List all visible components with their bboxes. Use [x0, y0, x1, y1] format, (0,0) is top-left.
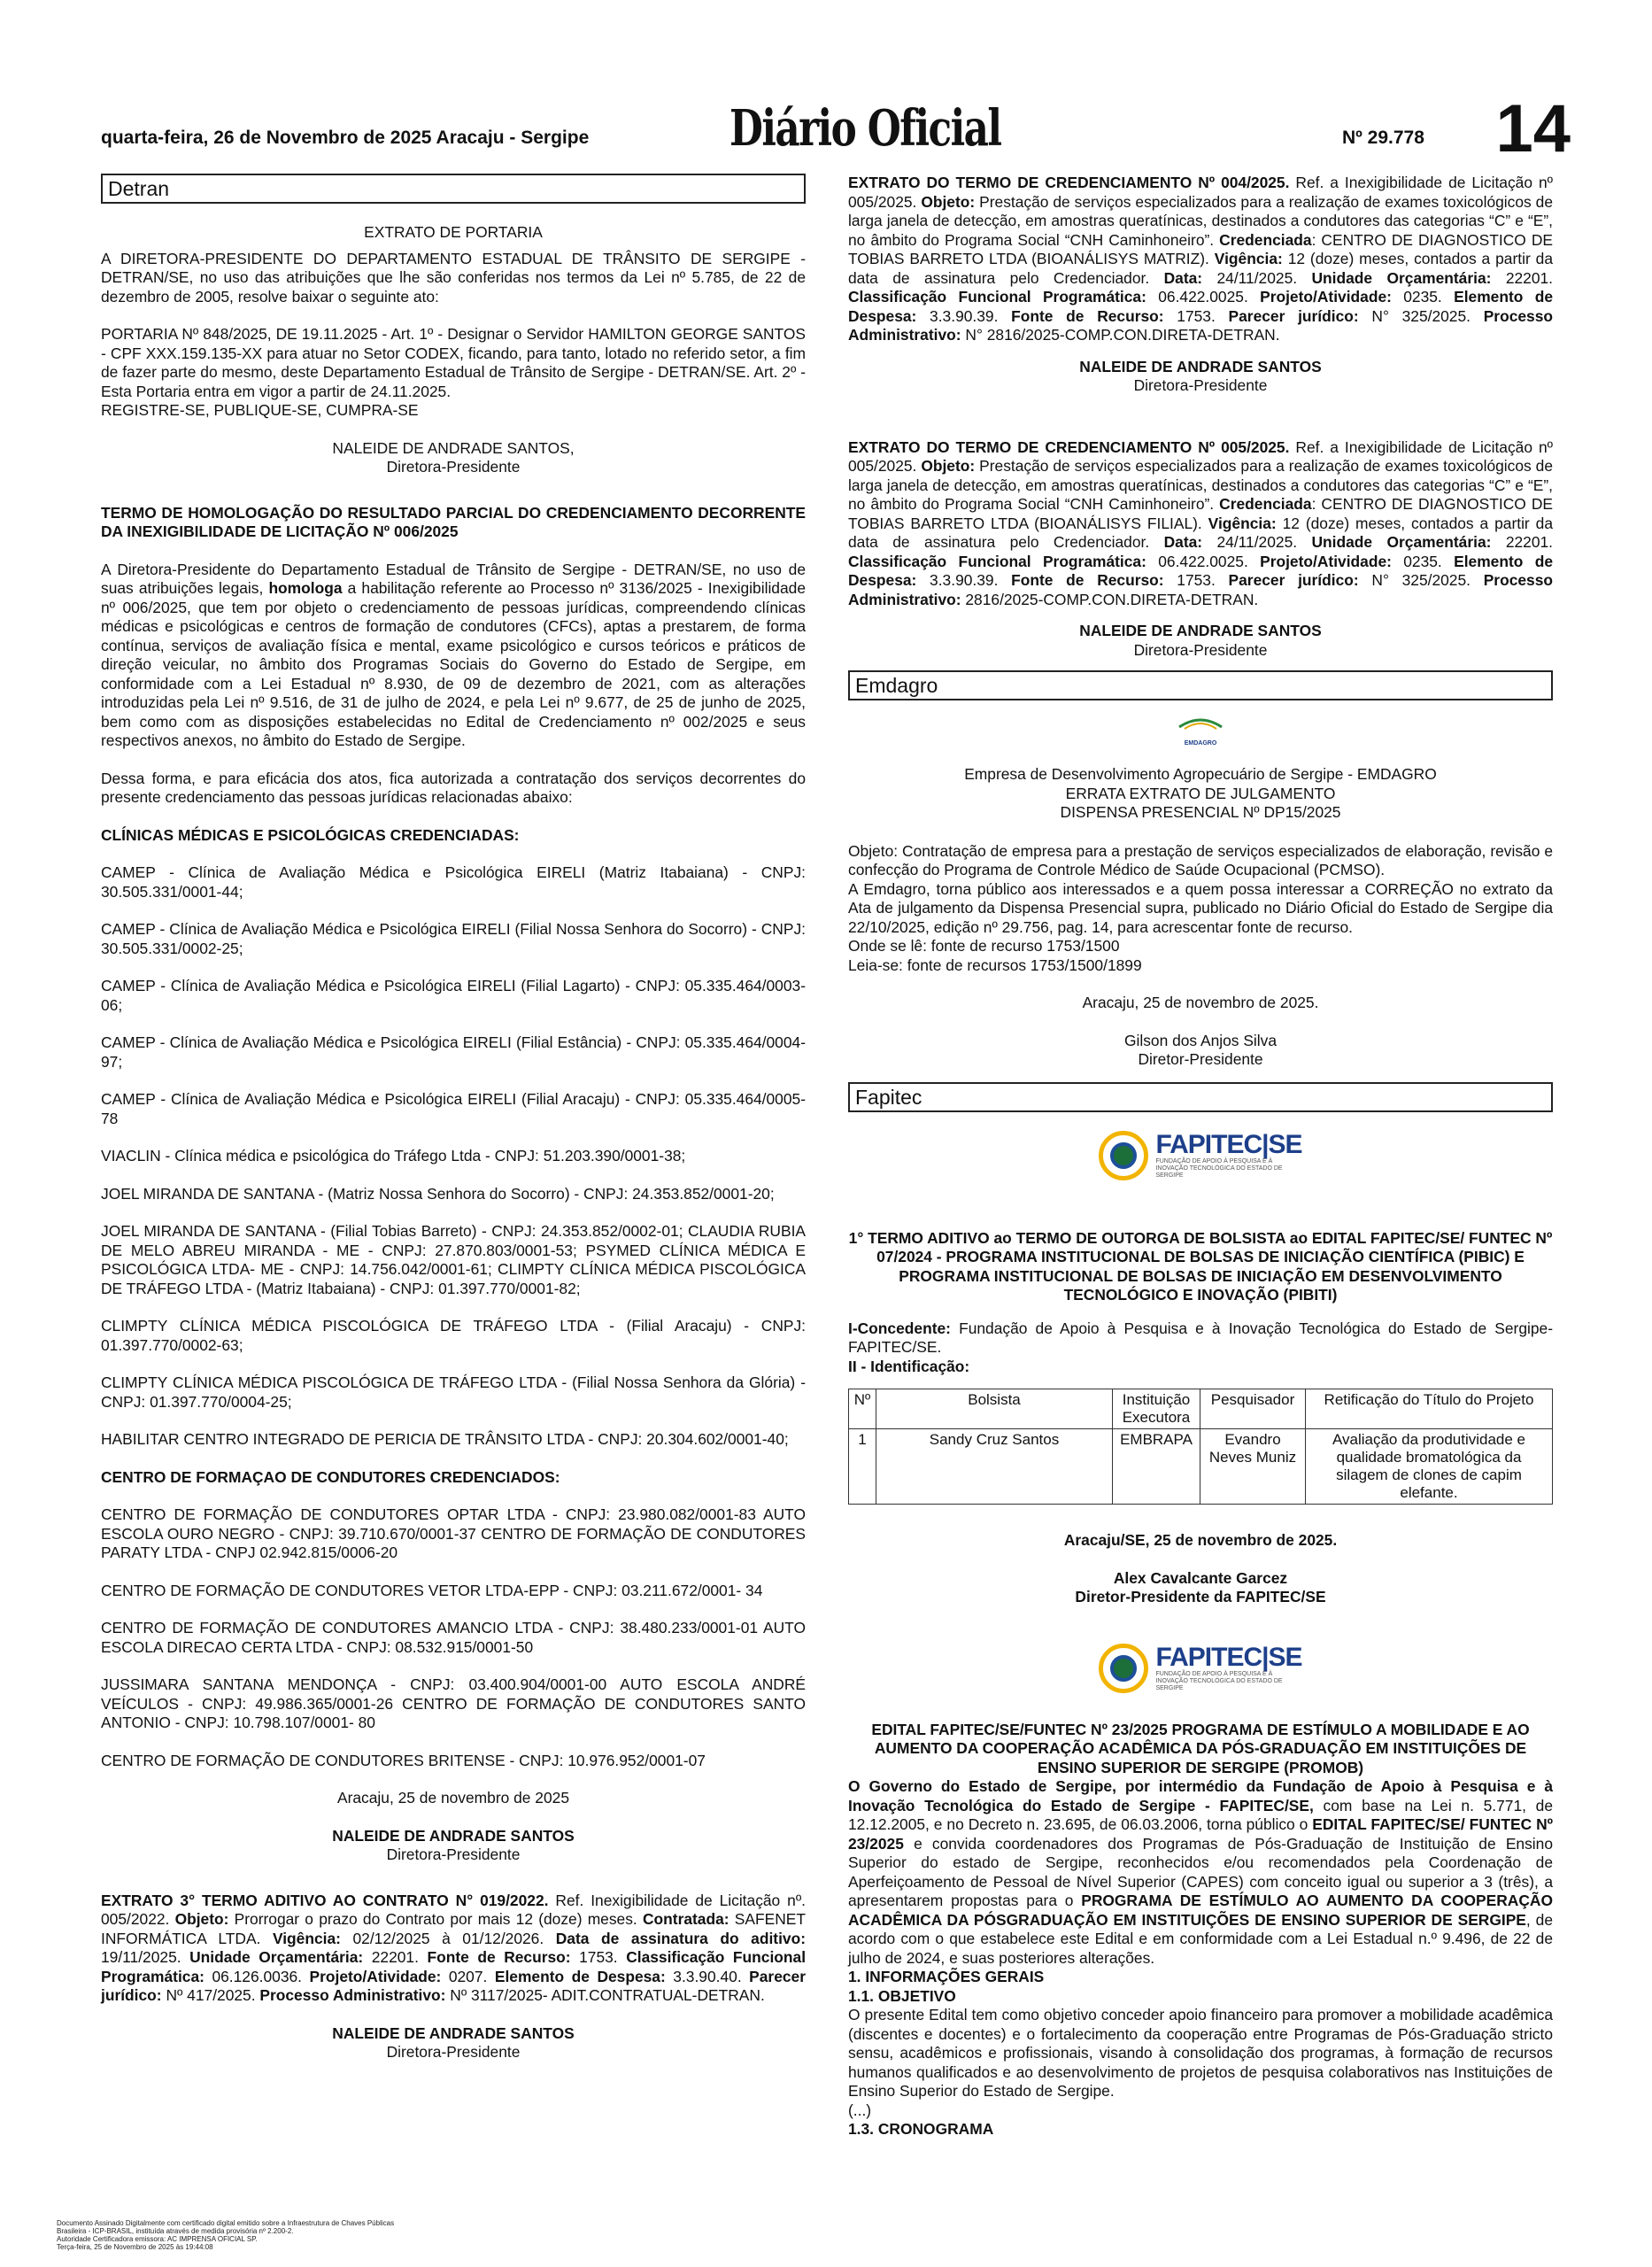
place-date: Aracaju, 25 de novembro de 2025 [336, 1789, 569, 1807]
clinica-entry: VIACLIN - Clínica médica e psicológica do Tráfego Ltda - CNPJ: 51.203.390/0001-38; [101, 1147, 686, 1164]
clinica-entry: CAMEP - Clínica de Avaliação Médica e Psicológica EIRELI (Filial Lagarto) - CNPJ: 05.335.464/0003-06; [101, 977, 806, 1014]
text-run: Ref. a Inexigibilidade de Licitação nº 005/2025. [848, 437, 1553, 475]
text-run-bold: Parecer jurídico: [1228, 571, 1359, 589]
text-run-bold: Contratada: [642, 1910, 730, 1928]
termo-paragraph-1 [101, 561, 806, 751]
portaria-title: EXTRATO DE PORTARIA [364, 223, 543, 241]
bolsista-table [848, 1389, 1553, 1505]
text-run: Prorrogar o prazo do Contrato por mais 12 (doze) meses. [228, 1910, 643, 1928]
text-run-bold: Objeto: [174, 1910, 229, 1928]
text-run: Prestação de serviços especializados para a realização de exames toxicológicos de larga janela de detecção, em amostras queratínicas, destinados a condutores das categorias “C” e “E”, no âmbito do Programa Social “CNH Caminhoneiro”. [848, 192, 1553, 249]
cfc-entry: CENTRO DE FORMAÇÃO DE CONDUTORES AMANCIO LTDA - CNPJ: 38.480.233/0001-01 AUTO ESCOLA DIRECAO CERTA LTDA - CNPJ: 08.532.915/0001-50 [101, 1619, 806, 1656]
clinica-entry: JOEL MIRANDA DE SANTANA - (Matriz Nossa Senhora do Socorro) - CNPJ: 24.353.852/0001-20; [101, 1184, 775, 1203]
fapitec-logo-1 [848, 1121, 1553, 1190]
signature-3 [101, 2024, 806, 2062]
edital-title: EDITAL FAPITEC/SE/FUNTEC Nº 23/2025 PROGRAMA DE ESTÍMULO A MOBILIDADE E AO AUMENTO DA COOPERAÇÃO ACADÊMICA DA PÓS-GRADUAÇÃO EM INSTITUIÇÕES DE ENSINO SUPERIOR DE SERGIPE (PROMOB) [871, 1720, 1530, 1776]
text-run: 3.3.90.39. [916, 306, 1012, 325]
text-run-bold: Fonte de Recurso: [1011, 571, 1164, 589]
cfc-entry: CENTRO DE FORMAÇÃO DE CONDUTORES BRITENSE - CNPJ: 10.976.952/0001-07 [101, 1751, 706, 1769]
text-run: 06.422.0025. [1146, 552, 1261, 570]
text-run: 06.126.0036. [204, 1967, 310, 1985]
text-run: 02/12/2025 à 01/12/2026. [340, 1929, 556, 1947]
text-run: 1753. [1163, 306, 1229, 325]
text-run-bold: Fonte de Recurso: [1011, 306, 1164, 325]
text-run: 19/11/2025. [101, 1948, 190, 1966]
text-run: com base na Lei n. 5.771, de 12.12.2005, e no Decreto n. 23.695, de 06.03.2006, torna público o [848, 1796, 1554, 1833]
text-run: N° 325/2025. [1358, 306, 1484, 325]
signature-fapitec [848, 1569, 1553, 1607]
signature-role: Diretora-Presidente [386, 1845, 521, 1863]
signature-name: NALEIDE DE ANDRADE SANTOS [332, 2023, 575, 2042]
text-run: , de acordo com o que estabelece este Edital e em conformidade com a Lei Estadual n.º 9.496, de 22 de julho de 2024, e suas posteriores alterações. [848, 1910, 1554, 1967]
header-edition-number: Nº 29.778 [1342, 128, 1424, 148]
footer-line: Terça-feira, 25 de Novembro de 2025 às 19:44:08 [57, 2243, 213, 2251]
text-run-bold: Parecer jurídico: [101, 1967, 806, 2004]
right-column [848, 174, 1553, 2139]
clinica-entry: CAMEP - Clínica de Avaliação Médica e Psicológica EIRELI (Filial Nossa Senhora do Socorro) - CNPJ: 30.505.331/0002-25; [101, 920, 806, 957]
heading-informacoes-gerais: 1. INFORMAÇÕES GERAIS [848, 1968, 1045, 1985]
text-run: 06.422.0025. [1146, 288, 1261, 306]
portaria-body: PORTARIA Nº 848/2025, DE 19.11.2025 - Art. 1º - Designar o Servidor HAMILTON GEORGE SANTOS - CPF XXX.159.135-XX para atuar no Setor CODEX, ficando, para tanto, lotado no referido setor, a fim de fazer parte do mesmo, deste Departamento Estadual de Trânsito de Sergipe - DETRAN/SE. Art. 2º - Esta Portaria entra em vigor a partir de 24.11.2025. [101, 325, 806, 400]
text-run-bold: I-Concedente: [848, 1319, 951, 1337]
signature-cred5 [848, 622, 1553, 660]
emdagro-objeto: Objeto: Contratação de empresa para a prestação de serviços especializados de elaboração, revisão e confecção do Programa de Controle Médico de Saúde Ocupacional (PCMSO). [848, 841, 1553, 878]
clinica-entry: JOEL MIRANDA DE SANTANA - (Filial Tobias Barreto) - CNPJ: 24.353.852/0002-01; CLAUDIA RUBIA DE MELO ABREU MIRANDA - ME - CNPJ: 27.870.803/0001-53; PSYMED CLÍNICA MÉDICA E PSICOLÓGICA LTDA- ME - CNPJ: 14.756.042/0001-61; CLIMPTY CLÍNICA MÉDICA PISCOLÓGICA DE TRÁFEGO LTDA - (Matriz Itabaiana) - CNPJ: 01.397.770/0001-82; [101, 1222, 806, 1297]
text-run-bold: Parecer jurídico: [1228, 306, 1359, 325]
clinica-entry: CAMEP - Clínica de Avaliação Médica e Psicológica EIRELI (Matriz Itabaiana) - CNPJ: 30.505.331/0001-44; [101, 863, 806, 901]
emdagro-heading-line: DISPENSA PRESENCIAL Nº DP15/2025 [1060, 803, 1341, 821]
fapitec-identificacao: II - Identificação: [848, 1357, 970, 1375]
table-body [849, 1429, 1553, 1505]
clinica-entry: CLIMPTY CLÍNICA MÉDICA PISCOLÓGICA DE TRÁFEGO LTDA - (Filial Aracaju) - CNPJ: 01.397.770/0002-63; [101, 1317, 806, 1354]
text-run: Prestação de serviços especializados para a realização de exames toxicológicos de larga janela de detecção, em amostras queratínicas, destinados a condutores das categorias “C” e “E”, no âmbito do Programa Social “CNH Caminhoneiro”. [848, 457, 1553, 513]
text-run-bold: EXTRATO DO TERMO DE CREDENCIAMENTO Nº 005/2025. [848, 437, 1290, 456]
fapitec-logo-subtitle: FUNDAÇÃO DE APOIO À PESQUISA E À INOVAÇÃO TECNOLÓGICA DO ESTADO DE SERGIPE [1155, 1157, 1283, 1179]
text-run: : CENTRO DE DIAGNOSTICO DE TOBIAS BARRETO LTDA (BIOANÁLISYS FILIAL). [848, 495, 1553, 532]
emdagro-heading [848, 765, 1553, 823]
cfc-entry: CENTRO DE FORMAÇÃO DE CONDUTORES OPTAR LTDA - CNPJ: 23.980.082/0001-83 AUTO ESCOLA OURO NEGRO - CNPJ: 39.710.670/0001-37 CENTRO DE FORMAÇÃO DE CONDUTORES PARATY LTDA - CNPJ 02.942.815/0006-20 [101, 1505, 806, 1561]
text-run: Ref. a Inexigibilidade de Licitação nº 005/2025. [848, 174, 1553, 211]
emdagro-onde-se-le: Onde se lê: fonte de recurso 1753/1500 [848, 937, 1120, 955]
digital-signature-footer [57, 2219, 517, 2251]
portaria-intro: A DIRETORA-PRESIDENTE DO DEPARTAMENTO ESTADUAL DE TRÂNSITO DE SERGIPE - DETRAN/SE, no uso das atribuições que lhe são conferidas nos termos da Lei nº 5.785, de 22 de dezembro de 2005, resolve baixar o seguinte ato: [101, 249, 806, 306]
fapitec-emblem-icon [1099, 1131, 1148, 1180]
text-run-bold: Processo Administrativo: [259, 1986, 446, 2004]
text-run: 0207. [441, 1967, 495, 1985]
left-column [101, 174, 806, 2082]
text-run-bold: EXTRATO 3° TERMO ADITIVO AO CONTRATO N° 019/2022. [101, 1891, 549, 1909]
portaria-registre: REGISTRE-SE, PUBLIQUE-SE, CUMPRA-SE [101, 401, 419, 419]
text-run-bold: PROGRAMA DE ESTÍMULO AO AUMENTO DA COOPERAÇÃO ACADÊMICA DA PÓSGRADUAÇÃO EM INSTITUIÇÕES DE ENSINO SUPERIOR DE SERGIPE [848, 1892, 1553, 1929]
text-run: SAFENET INFORMÁTICA LTDA. [101, 1910, 806, 1947]
clinica-entry: CAMEP - Clínica de Avaliação Médica e Psicológica EIRELI (Filial Estância) - CNPJ: 05.335.464/0004-97; [101, 1033, 806, 1071]
signature-name: Alex Cavalcante Garcez [1113, 1568, 1288, 1587]
table-header-cell: Instituição Executora [1113, 1389, 1200, 1429]
text-run: Fundação de Apoio à Pesquisa e à Inovação Tecnológica do Estado de Sergipe- FAPITEC/SE. [848, 1319, 1553, 1356]
footer-line: Brasileira - ICP-BRASIL, instituída através de medida provisória nº 2.200-2. [57, 2227, 294, 2235]
clinicas-title: CLÍNICAS MÉDICAS E PSICOLÓGICAS CREDENCIADAS: [101, 825, 520, 844]
emdagro-date: Aracaju, 25 de novembro de 2025. [1082, 994, 1319, 1011]
heading-cronograma: 1.3. CRONOGRAMA [848, 2120, 994, 2138]
signature-role: Diretora-Presidente [1133, 640, 1268, 659]
text-run-bold: Elemento de Despesa: [848, 288, 1554, 325]
section-fapitec: Fapitec [848, 1082, 1553, 1112]
table-header-row [849, 1389, 1553, 1429]
signature-role: Diretor-Presidente [1138, 1050, 1263, 1068]
objetivo-text: O presente Edital tem como objetivo conceder apoio financeiro para promover a mobilidade acadêmica (discentes e docentes) e o fortalecimento da cooperação entre Programas de Pós-Graduação stricto sensu, acadêmicos e profissionais, visando à consolidação dos programas, à formação de recursos humanos qualificados e ao desenvolvimento de projetos de pesquisa colaborativos nas Instituições de Ensino Superior do Estado de Sergipe. [848, 2006, 1553, 2100]
clinicas-list [101, 863, 806, 1450]
fapitec-emblem-icon [1099, 1644, 1148, 1693]
signature-role: Diretor-Presidente da FAPITEC/SE [1075, 1588, 1326, 1605]
emdagro-leia-se: Leia-se: fonte de recursos 1753/1500/1899 [848, 956, 1142, 974]
table-header-cell: Nº [849, 1389, 876, 1429]
text-run: Nº 417/2025. [161, 1986, 260, 2004]
table-header-cell: Pesquisador [1200, 1389, 1306, 1429]
signature-2 [101, 1827, 806, 1865]
text-run-bold: Classificação Funcional Programática: [848, 288, 1146, 306]
text-run-bold: Processo Administrativo: [848, 571, 1554, 608]
header-page-number: 14 [1495, 91, 1571, 166]
fapitec-concedente [848, 1319, 1553, 1358]
text-run-bold: Unidade Orçamentária: [1311, 533, 1492, 551]
fapitec-logo-name: FAPITEC|SE [1155, 1129, 1302, 1159]
text-run: 1753. [570, 1948, 627, 1966]
termo-paragraph-2: Dessa forma, e para eficácia dos atos, fica autorizada a contratação dos serviços decorrentes do presente credenciamento das pessoas jurídicas relacionadas abaixo: [101, 769, 806, 806]
footer-line: Documento Assinado Digitalmente com certificado digital emitido sobre a Infraestrutura de Chaves Públicas [57, 2219, 395, 2227]
text-run-bold: homologa [268, 579, 343, 597]
text-run: 0235. [1391, 552, 1455, 570]
text-run: 24/11/2025. [1202, 533, 1312, 551]
table-cell: Sandy Cruz Santos [876, 1429, 1113, 1505]
text-run: 1753. [1163, 571, 1229, 589]
text-run: 22201. [1491, 268, 1554, 287]
cfc-title: CENTRO DE FORMAÇAO DE CONDUTORES CREDENCIADOS: [101, 1467, 560, 1486]
text-run-bold: Elemento de Despesa: [494, 1967, 666, 1985]
heading-objetivo: 1.1. OBJETIVO [848, 1986, 956, 2005]
text-run-bold: Projeto/Atividade: [1260, 552, 1392, 570]
text-run-bold: Data: [1163, 268, 1203, 287]
table-row [849, 1429, 1553, 1505]
clinica-entry: CAMEP - Clínica de Avaliação Médica e Psicológica EIRELI (Filial Aracaju) - CNPJ: 05.335.464/0005-78 [101, 1090, 806, 1127]
text-run-bold: Classificação Funcional Programática: [101, 1948, 807, 1985]
fapitec-logo-name: FAPITEC|SE [1155, 1642, 1302, 1672]
text-run: 22201. [1491, 533, 1554, 551]
signature-name: NALEIDE DE ANDRADE SANTOS, [332, 438, 575, 457]
text-run: 12 (doze) meses, contados a partir da data de assinatura pelo Credenciador. [848, 514, 1553, 551]
text-run-bold: Objeto: [921, 457, 976, 475]
signature-role: Diretora-Presidente [1133, 376, 1268, 394]
text-run: 0235. [1391, 288, 1455, 306]
header-date: quarta-feira, 26 de Novembro de 2025 Aracaju - Sergipe [101, 128, 590, 148]
text-run-bold: O Governo do Estado de Sergipe, por intermédio da Fundação de Apoio à Pesquisa e à Inovação Tecnológica do Estado de Sergipe - FAPITEC/SE, [848, 1777, 1553, 1814]
emdagro-heading-line: Empresa de Desenvolvimento Agropecuário de Sergipe - EMDAGRO [964, 765, 1437, 783]
text-run-bold: Projeto/Atividade: [1260, 288, 1392, 306]
text-run-bold: Processo Administrativo: [848, 306, 1554, 344]
emdagro-logo-icon [1176, 713, 1225, 732]
fapitec-logo-2 [848, 1634, 1553, 1703]
emdagro-correcao: A Emdagro, torna público aos interessados e a quem possa interessar a CORREÇÃO no extrato da Ata de julgamento da Dispensa Presencial supra, publicado no Diário Oficial do Estado de Sergipe dia 22/10/2025, edição nº 29.756, pag. 14, para acrescentar fonte de recurso. [848, 879, 1553, 936]
extrato-credenciamento-005 [848, 438, 1553, 610]
signature-emdagro [848, 1032, 1553, 1070]
text-run-bold: Credenciada [1219, 230, 1312, 249]
table-cell: 1 [849, 1429, 876, 1505]
text-run-bold: Projeto/Atividade: [309, 1967, 442, 1985]
signature-role: Diretora-Presidente [386, 458, 521, 476]
signature-name: NALEIDE DE ANDRADE SANTOS [1079, 357, 1322, 375]
cfc-entry: JUSSIMARA SANTANA MENDONÇA - CNPJ: 03.400.904/0001-00 AUTO ESCOLA ANDRÉ VEÍCULOS - CNPJ: 49.986.365/0001-26 CENTRO DE FORMAÇÃO DE CONDUTORES SANTO ANTONIO - CNPJ: 10.798.107/0001- 80 [101, 1675, 806, 1731]
text-run: 3.3.90.40. [665, 1967, 750, 1985]
text-run: A Diretora-Presidente do Departamento Estadual de Trânsito de Sergipe - DETRAN/SE, no uso de suas atribuições legais, [101, 560, 806, 597]
text-run: a habilitação referente ao Processo nº 3136/2025 - Inexigibilidade nº 006/2025, que tem por objeto o credenciamento de pessoas jurídicas, compreendendo clínicas médicas e psicológicas e centros de formação de condutores (CFCs), aptas a prestarem, de forma contínua, serviços de avaliação física e mental, exame psicológico e cursos teóricos e práticos de direção veicular, no âmbito dos Programas Sociais do Governo do Estado de Sergipe, em conformidade com a Lei Estadual nº 8.930, de 09 de dezembro de 2021, com as alterações introduzidas pela Lei nº 9.516, de 31 de julho de 2024, e pela Lei nº 9.677, de 25 de junho de 2025, bem como com as disposições estabelecidas no Edital de Credenciamento nº 002/2025 e seus respectivos anexos, no âmbito do Estado de Sergipe. [101, 579, 806, 749]
text-run: : CENTRO DE DIAGNOSTICO DE TOBIAS BARRETO LTDA (BIOANÁLISYS MATRIZ). [848, 230, 1553, 267]
signature-name: NALEIDE DE ANDRADE SANTOS [1079, 622, 1322, 639]
page-header [101, 91, 1579, 166]
clinica-entry: CLIMPTY CLÍNICA MÉDICA PISCOLÓGICA DE TRÁFEGO LTDA - (Filial Nossa Senhora da Glória) - CNPJ: 01.397.770/0004-25; [101, 1373, 806, 1411]
text-run-bold: Fonte de Recurso: [427, 1948, 571, 1966]
text-run-bold: Credenciada [1219, 495, 1312, 513]
clinica-entry: HABILITAR CENTRO INTEGRADO DE PERICIA DE TRÂNSITO LTDA - CNPJ: 20.304.602/0001-40; [101, 1430, 789, 1448]
signature-1 [101, 439, 806, 477]
edital-paragraph [848, 1777, 1553, 1968]
table-cell: Avaliação da produtividade e qualidade bromatológica da silagem de clones de capim elefante. [1306, 1429, 1553, 1505]
termo-title: TERMO DE HOMOLOGAÇÃO DO RESULTADO PARCIAL DO CREDENCIAMENTO DECORRENTE DA INEXIGIBILIDADE DE LICITAÇÃO Nº 006/2025 [101, 503, 806, 540]
signature-role: Diretora-Presidente [386, 2043, 521, 2061]
text-run-bold: Unidade Orçamentária: [1311, 268, 1492, 287]
text-run: N° 2816/2025-COMP.CON.DIRETA-DETRAN. [961, 326, 1280, 344]
header-title: Diário Oficial [730, 99, 1001, 158]
text-run: 3.3.90.39. [916, 571, 1012, 589]
text-run: 12 (doze) meses, contados a partir da data de assinatura pelo Credenciador. [848, 250, 1553, 287]
text-run: 24/11/2025. [1202, 268, 1312, 287]
text-run-bold: Classificação Funcional Programática: [848, 552, 1146, 570]
signature-cred4 [848, 358, 1553, 396]
fapitec-logo-subtitle: FUNDAÇÃO DE APOIO À PESQUISA E À INOVAÇÃO TECNOLÓGICA DO ESTADO DE SERGIPE [1155, 1670, 1283, 1691]
cfc-entry: CENTRO DE FORMAÇÃO DE CONDUTORES VETOR LTDA-EPP - CNPJ: 03.211.672/0001- 34 [101, 1581, 763, 1599]
fapitec-logo [1099, 1639, 1301, 1698]
footer-line: Autoridade Certificadora emissora: AC IMPRENSA OFICIAL SP. [57, 2235, 258, 2243]
emdagro-logo [848, 713, 1553, 753]
text-run-bold: Vigência: [1208, 514, 1277, 532]
extrato-credenciamento-004 [848, 174, 1553, 345]
section-emdagro: Emdagro [848, 670, 1553, 700]
ellipsis: (...) [848, 2101, 872, 2119]
emdagro-heading-line: ERRATA EXTRATO DE JULGAMENTO [1065, 784, 1336, 802]
text-run: N° 325/2025. [1358, 571, 1484, 589]
table-header-cell: Bolsista [876, 1389, 1113, 1429]
emdagro-logo-text: EMDAGRO [1184, 739, 1217, 747]
fapitec-aditivo-title: 1° TERMO ADITIVO ao TERMO DE OUTORGA DE BOLSISTA ao EDITAL FAPITEC/SE/ FUNTEC Nº 07/2024 - PROGRAMA INSTITUCIONAL DE BOLSAS DE INICIAÇÃO CIENTÍFICA (PIBIC) E PROGRAMA INSTITUCIONAL DE BOLSAS DE INICIAÇÃO EM DESENVOLVIMENTO TECNOLÓGICO E INOVAÇÃO (PIBITI) [848, 1228, 1553, 1304]
text-run-bold: Data: [1163, 533, 1203, 551]
text-run: Ref. Inexigibilidade de Licitação nº. 005/2022. [101, 1891, 807, 1928]
text-run-bold: Vigência: [1214, 250, 1283, 267]
signature-name: NALEIDE DE ANDRADE SANTOS [332, 1826, 575, 1845]
text-run-bold: Elemento de Despesa: [848, 552, 1554, 589]
table-header-cell: Retificação do Título do Projeto [1306, 1389, 1553, 1429]
cfc-list [101, 1505, 806, 1770]
text-run-bold: Unidade Orçamentária: [189, 1948, 364, 1966]
text-run-bold: Data de assinatura do aditivo: [555, 1929, 806, 1947]
text-run-bold: EXTRATO DO TERMO DE CREDENCIAMENTO Nº 004/2025. [848, 174, 1290, 191]
text-run: 2816/2025-COMP.CON.DIRETA-DETRAN. [961, 590, 1259, 608]
fapitec-logo [1099, 1126, 1301, 1185]
text-run: Nº 3117/2025- ADIT.CONTRATUAL-DETRAN. [445, 1986, 765, 2004]
section-detran: Detran [101, 174, 806, 204]
text-run: 22201. [363, 1948, 428, 1966]
fapitec-date: Aracaju/SE, 25 de novembro de 2025. [1063, 1531, 1338, 1549]
table-cell: Evandro Neves Muniz [1200, 1429, 1306, 1505]
signature-name: Gilson dos Anjos Silva [1123, 1031, 1278, 1049]
extrato-3-aditivo [101, 1892, 806, 2006]
table-cell: EMBRAPA [1113, 1429, 1200, 1505]
text-run-bold: Objeto: [921, 192, 976, 211]
text-run: e convida coordenadores dos Programas de Pós-Graduação de Instituição de Ensino Superior do estado de Sergipe, reconhecidos e/ou recomendados pela Coordenação de Aperfeiçoamento de Pessoal de Nível Superior (CAPES) com conceito igual ou superior a 3 (três), a apresentarem propostas para o [848, 1834, 1553, 1909]
text-run-bold: Vigência: [272, 1929, 341, 1947]
text-run-bold: EDITAL FAPITEC/SE/ FUNTEC Nº 23/2025 [848, 1815, 1553, 1853]
